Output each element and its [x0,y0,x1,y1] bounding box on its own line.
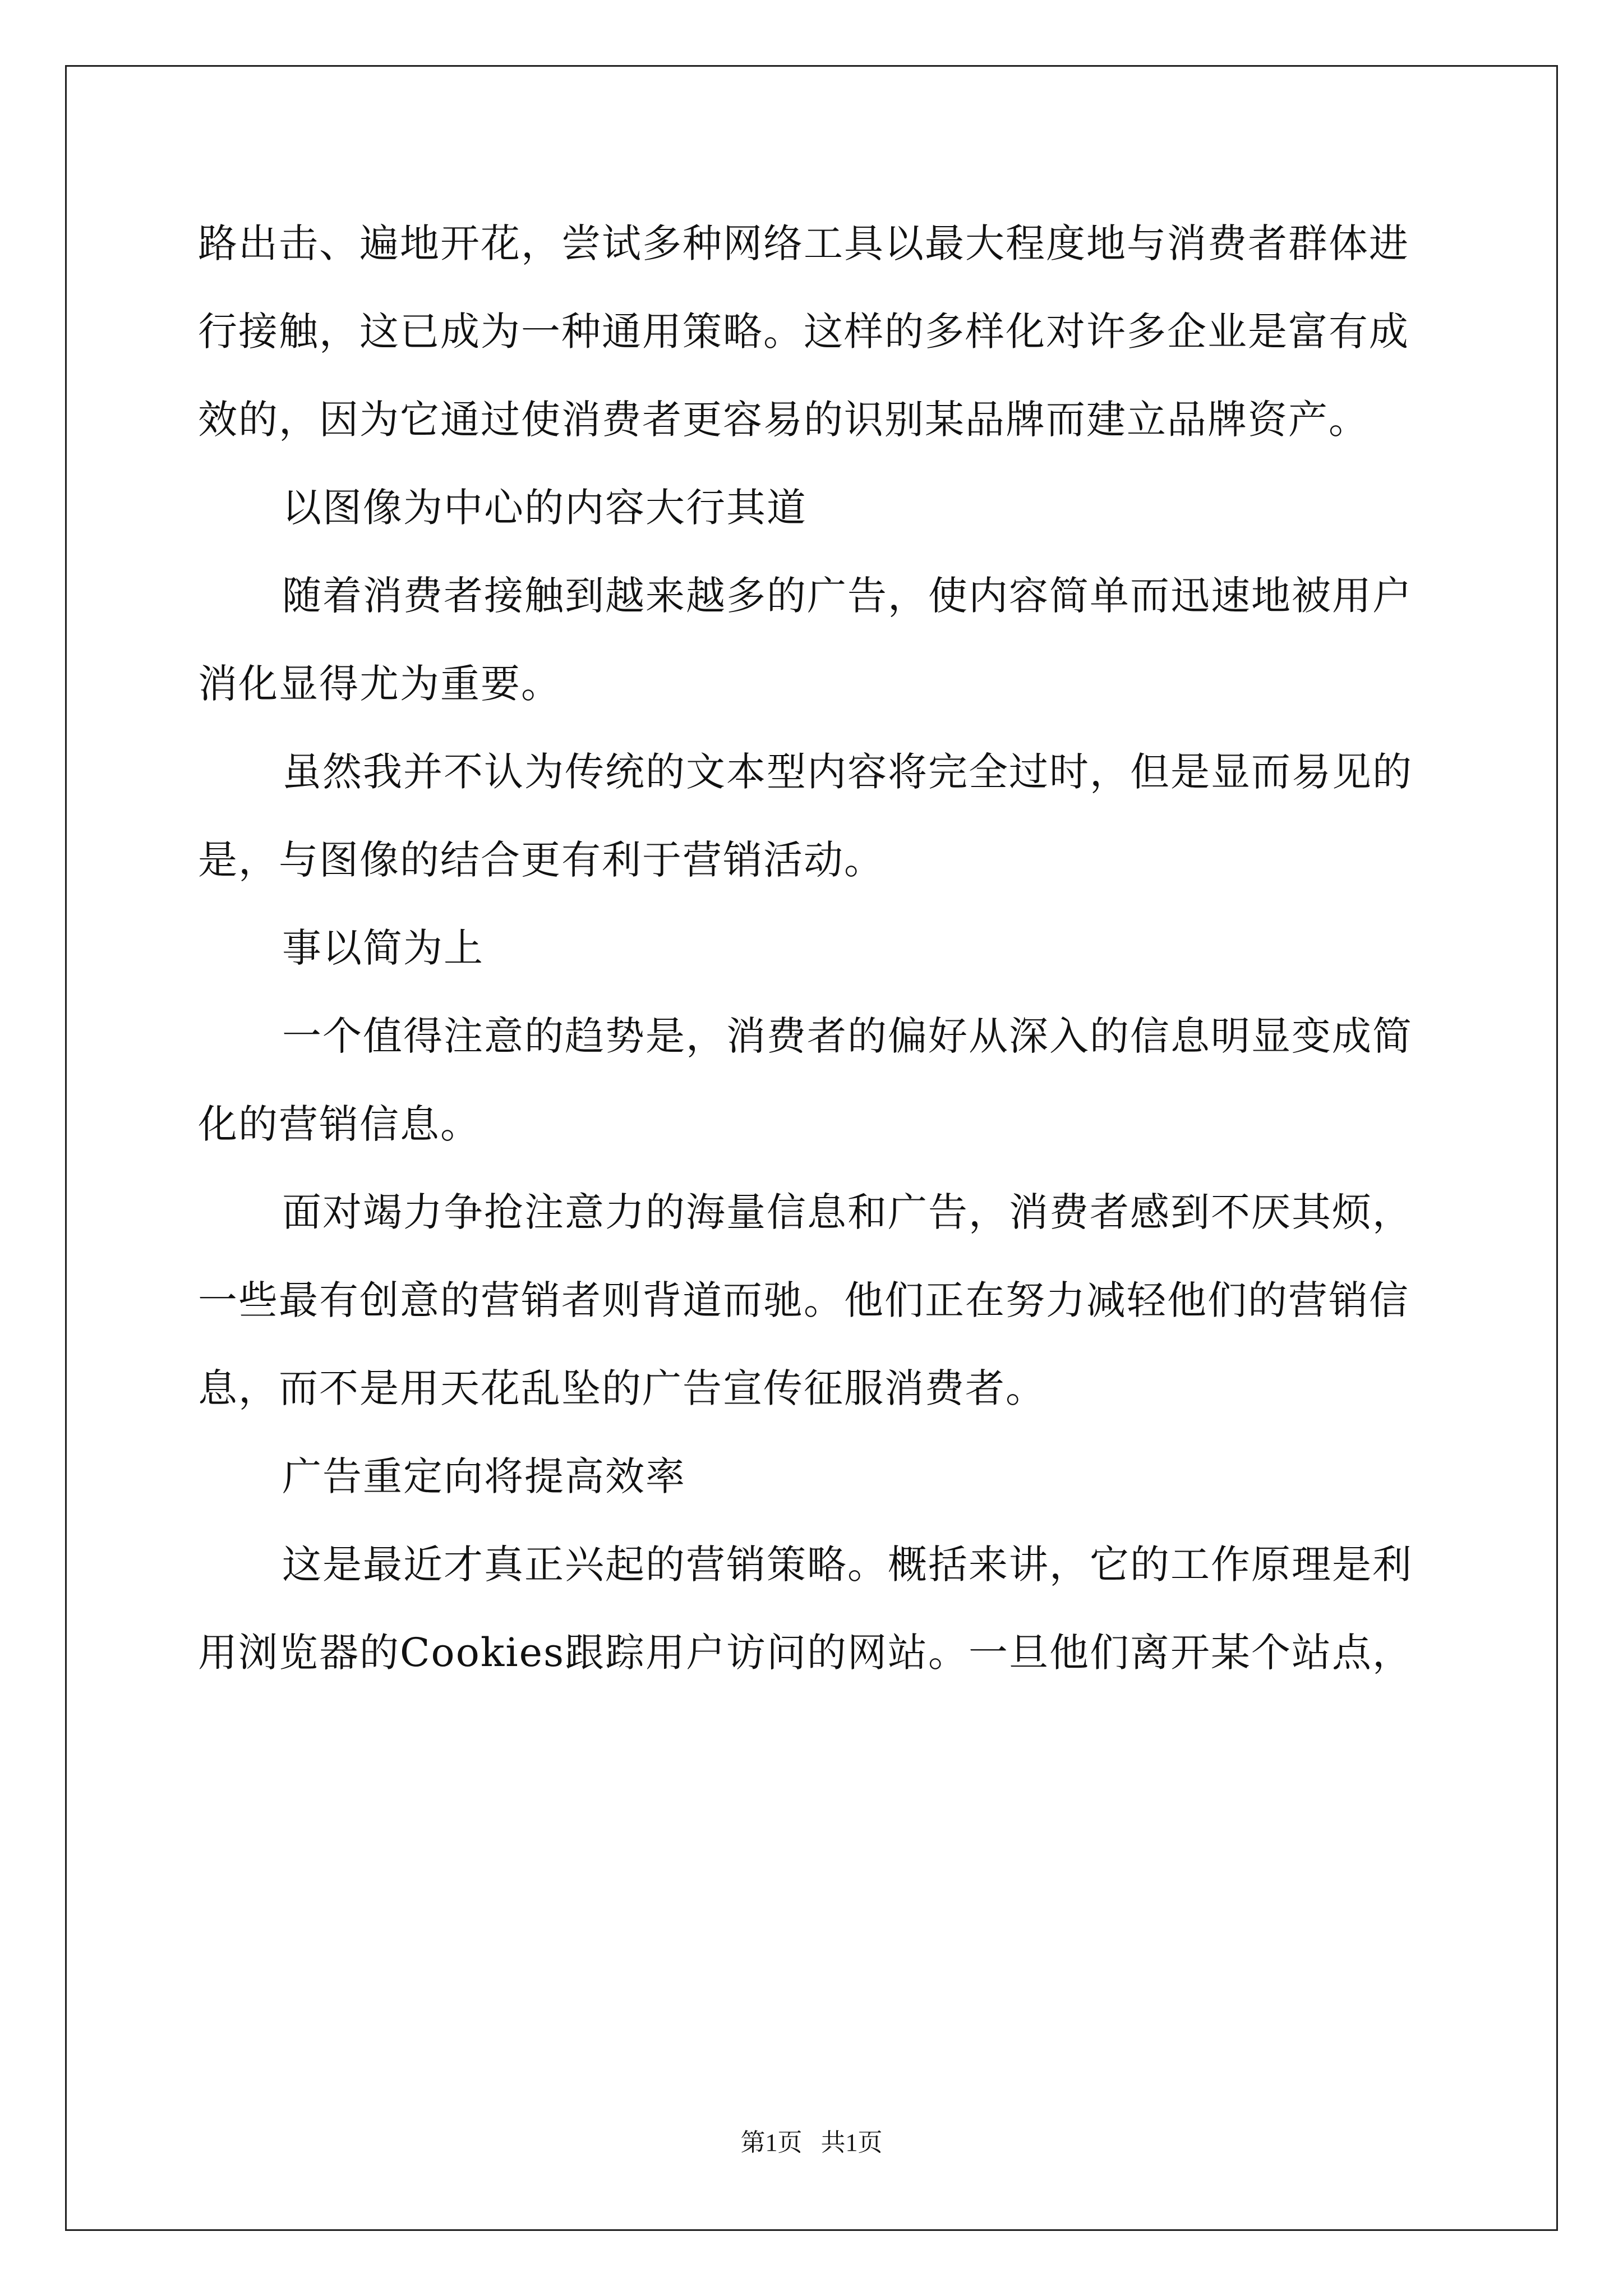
text-line: 是，与图像的结合更有利于营销活动。 [198,837,884,883]
text-line: 虽然我并不认为传统的文本型内容将完全过时，但是显而易见的 [282,749,1413,795]
text-line: 一个值得注意的趋势是，消费者的偏好从深入的信息明显变成简 [282,1013,1413,1059]
text-line: 化的营销信息。 [198,1101,481,1147]
text-line: 效的，因为它通过使消费者更容易的识别某品牌而建立品牌资产。 [198,397,1369,443]
text-line: 这是最近才真正兴起的营销策略。概括来讲，它的工作原理是利 [282,1542,1413,1588]
text-line: 一些最有创意的营销者则背道而驰。他们正在努力减轻他们的营销信 [198,1277,1409,1323]
document-body [198,200,1427,1697]
text-line: 消化显得尤为重要。 [198,661,561,707]
text-line: 行接触，这已成为一种通用策略。这样的多样化对许多企业是富有成 [198,309,1409,355]
text-line: 用浏览器的Cookies跟踪用户访问的网站。一旦他们离开某个站点， [198,1630,1413,1676]
section-heading: 事以简为上 [282,925,484,971]
section-heading: 以图像为中心的内容大行其道 [282,485,807,531]
text-line: 息，而不是用天花乱坠的广告宣传征服消费者。 [198,1365,1046,1411]
section-heading: 广告重定向将提高效率 [282,1453,686,1499]
text-line: 面对竭力争抢注意力的海量信息和广告，消费者感到不厌其烦， [282,1189,1413,1235]
text-line: 路出击、遍地开花，尝试多种网络工具以最大程度地与消费者群体进 [198,220,1409,266]
page-number-footer: 第1页 共1页 [740,2129,883,2156]
text-line: 随着消费者接触到越来越多的广告，使内容简单而迅速地被用户 [282,573,1413,619]
